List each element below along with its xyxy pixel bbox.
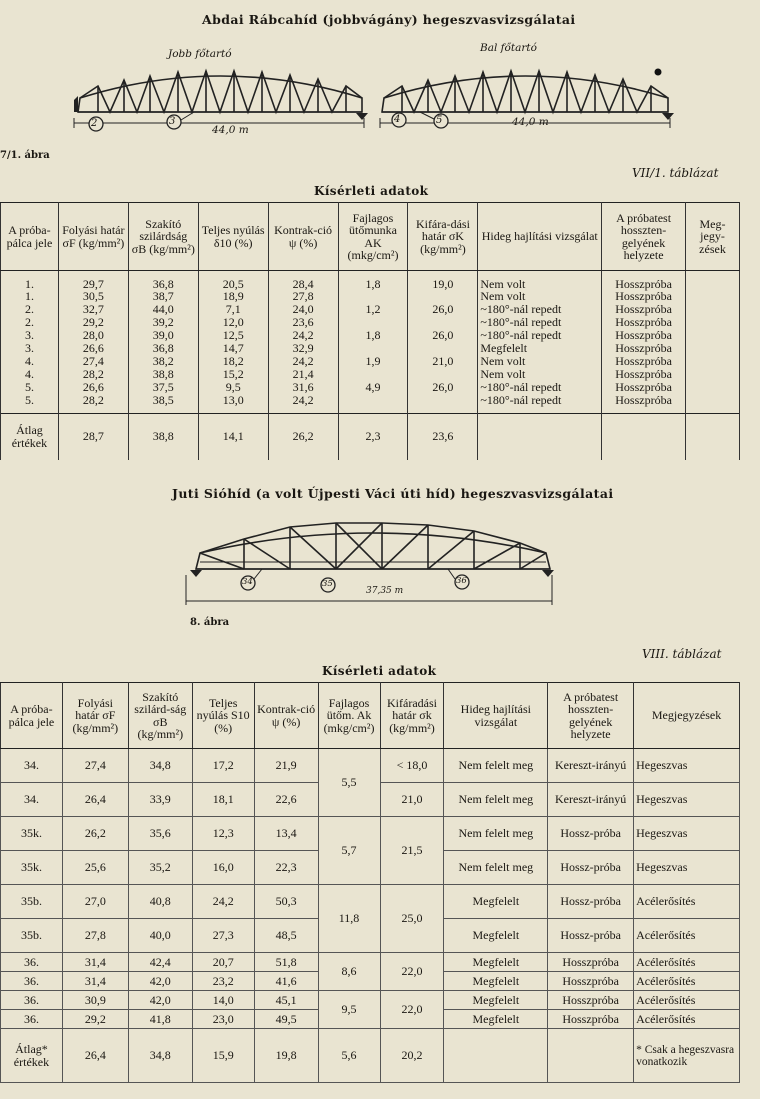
t1-cell-bend-test: ~180°-nál repedt xyxy=(478,382,602,395)
t2-cell-impact: 5,7 xyxy=(318,817,380,885)
t2-cell-yield: 26,4 xyxy=(62,783,128,817)
t2-average-row xyxy=(1,1029,740,1083)
t2-cell-fatigue: 25,0 xyxy=(380,885,444,953)
t1-avg-cell: 2,3 xyxy=(338,414,408,460)
t2-cell-impact: 11,8 xyxy=(318,885,380,953)
t1-cell-specimen: 1. xyxy=(1,271,59,291)
t1-cell-tensile: 37,5 xyxy=(128,382,198,395)
t2-cell-notes: Hegeszvas xyxy=(634,817,740,851)
t1-avg-cell: 38,8 xyxy=(128,414,198,460)
t2-cell-contraction: 22,3 xyxy=(254,851,318,885)
t1-cell-notes xyxy=(686,382,740,395)
t1-cell-specimen: 1. xyxy=(1,291,59,304)
marker-34: 34 xyxy=(242,577,253,587)
t2-cell-tensile: 40,8 xyxy=(128,885,192,919)
t1-h6: Fajlagos ütőmunka AK (mkg/cm²) xyxy=(338,203,408,271)
table-8 xyxy=(0,682,740,1083)
t1-cell-yield: 27,4 xyxy=(58,356,128,369)
t1-cell-bend-test: Nem volt xyxy=(478,356,602,369)
t1-cell-specimen: 4. xyxy=(1,356,59,369)
t1-cell-yield: 28,0 xyxy=(58,330,128,343)
t2-cell-notes: Hegeszvas xyxy=(634,851,740,885)
t2-cell-tensile: 42,0 xyxy=(128,991,192,1010)
t2-cell-contraction: 49,5 xyxy=(254,1010,318,1029)
t2-cell-impact: 9,5 xyxy=(318,991,380,1029)
t2-cell-notes: Acélerősítés xyxy=(634,972,740,991)
left-girder-label: Jobb főtartó xyxy=(168,48,232,60)
t2-cell-yield: 31,4 xyxy=(62,972,128,991)
section1-caption: Kísérleti adatok xyxy=(314,184,429,198)
t1-cell-yield: 32,7 xyxy=(58,304,128,317)
t1-cell-bend-test: Megfelelt xyxy=(478,343,602,356)
t1-cell-elongation: 12,0 xyxy=(198,317,268,330)
t1-cell-contraction: 24,2 xyxy=(268,330,338,343)
t1-cell-notes xyxy=(686,356,740,369)
marker-36: 36 xyxy=(456,576,467,586)
t1-row xyxy=(1,395,740,408)
t2-cell-fatigue: 22,0 xyxy=(380,991,444,1029)
t2-cell-contraction: 13,4 xyxy=(254,817,318,851)
t1-cell-tensile: 38,8 xyxy=(128,369,198,382)
t2-h2: Folyási határ σF (kg/mm²) xyxy=(62,683,128,749)
marker-5: 5 xyxy=(436,115,443,126)
t1-cell-yield: 26,6 xyxy=(58,343,128,356)
t1-cell-tensile: 38,7 xyxy=(128,291,198,304)
t2-h7: Kifáradási határ σk (kg/mm²) xyxy=(380,683,444,749)
t2-cell-orientation: Hosszpróba xyxy=(548,1010,634,1029)
t1-cell-notes xyxy=(686,343,740,356)
t1-cell-tensile: 38,5 xyxy=(128,395,198,408)
t1-cell-contraction: 24,0 xyxy=(268,304,338,317)
t1-cell-contraction: 31,6 xyxy=(268,382,338,395)
table-8-label: VIII. táblázat xyxy=(642,647,722,661)
t1-h9: A próbatest hosszten-gelyének helyzete xyxy=(602,203,686,271)
t1-cell-fatigue xyxy=(408,395,478,408)
t2-cell-tensile: 35,6 xyxy=(128,817,192,851)
t2-cell-orientation: Hossz-próba xyxy=(548,919,634,953)
t1-cell-elongation: 12,5 xyxy=(198,330,268,343)
t2-cell-specimen: 36. xyxy=(1,953,63,972)
t2-cell-orientation: Hosszpróba xyxy=(548,991,634,1010)
t1-cell-orientation: Hosszpróba xyxy=(602,382,686,395)
t1-cell-bend-test: ~180°-nál repedt xyxy=(478,304,602,317)
t1-cell-orientation: Hosszpróba xyxy=(602,330,686,343)
t2-cell-contraction: 21,9 xyxy=(254,749,318,783)
t2-cell-bend-test: Nem felelt meg xyxy=(444,851,548,885)
t1-cell-orientation: Hosszpróba xyxy=(602,304,686,317)
t2-cell-elongation: 18,1 xyxy=(192,783,254,817)
t1-cell-yield: 29,2 xyxy=(58,317,128,330)
marker-2: 2 xyxy=(91,118,98,129)
t2-avg-label: Átlag* értékek xyxy=(1,1029,63,1083)
right-girder-label: Bal főtartó xyxy=(480,42,537,54)
t2-cell-elongation: 20,7 xyxy=(192,953,254,972)
t1-cell-tensile: 36,8 xyxy=(128,271,198,291)
t1-cell-orientation: Hosszpróba xyxy=(602,291,686,304)
t2-h10: Megjegyzések xyxy=(634,683,740,749)
right-span-label: 44,0 m xyxy=(512,116,549,128)
t2-cell-bend-test: Megfelelt xyxy=(444,885,548,919)
t1-cell-notes xyxy=(686,317,740,330)
span-label-2: 37,35 m xyxy=(366,586,404,596)
t1-cell-bend-test: Nem volt xyxy=(478,291,602,304)
t2-cell-elongation: 23,0 xyxy=(192,1010,254,1029)
t1-h3: Szakító szilárdság σB (kg/mm²) xyxy=(128,203,198,271)
t2-cell-tensile: 33,9 xyxy=(128,783,192,817)
t2-cell-contraction: 22,6 xyxy=(254,783,318,817)
t1-cell-yield: 29,7 xyxy=(58,271,128,291)
t1-cell-specimen: 2. xyxy=(1,317,59,330)
figure-7-1-label: 7/1. ábra xyxy=(0,150,50,161)
t1-cell-contraction: 28,4 xyxy=(268,271,338,291)
t1-cell-bend-test: Nem volt xyxy=(478,271,602,291)
t2-cell-specimen: 36. xyxy=(1,1010,63,1029)
t1-cell-elongation: 13,0 xyxy=(198,395,268,408)
t2-cell-orientation: Hosszpróba xyxy=(548,953,634,972)
t2-cell-yield: 25,6 xyxy=(62,851,128,885)
t1-cell-specimen: 2. xyxy=(1,304,59,317)
marker-3: 3 xyxy=(169,116,176,127)
t1-cell-contraction: 21,4 xyxy=(268,369,338,382)
t2-cell-specimen: 36. xyxy=(1,972,63,991)
t2-row xyxy=(1,749,740,783)
t2-cell-notes: Acélerősítés xyxy=(634,885,740,919)
t2-cell-orientation: Kereszt-irányú xyxy=(548,749,634,783)
t1-cell-notes xyxy=(686,369,740,382)
t2-cell-specimen: 35b. xyxy=(1,885,63,919)
t1-cell-notes xyxy=(686,330,740,343)
t2-footnote: * Csak a hegeszvasra vonatkozik xyxy=(634,1029,740,1083)
t2-h4: Teljes nyúlás S10 (%) xyxy=(192,683,254,749)
t1-cell-fatigue: 26,0 xyxy=(408,330,478,343)
t1-cell-tensile: 36,8 xyxy=(128,343,198,356)
t1-cell-notes xyxy=(686,395,740,408)
t2-h1: A próba-pálca jele xyxy=(1,683,63,749)
t1-h5: Kontrak-ció ψ (%) xyxy=(268,203,338,271)
t2-h9: A próbatest hosszten-gelyének helyzete xyxy=(548,683,634,749)
t1-cell-fatigue: 26,0 xyxy=(408,304,478,317)
t1-cell-bend-test: ~180°-nál repedt xyxy=(478,317,602,330)
t1-cell-impact: 1,8 xyxy=(338,330,408,343)
t2-cell-yield: 26,2 xyxy=(62,817,128,851)
t2-cell-orientation: Kereszt-irányú xyxy=(548,783,634,817)
t2-h8: Hideg hajlítási vizsgálat xyxy=(444,683,548,749)
t1-cell-specimen: 3. xyxy=(1,343,59,356)
t2-cell-notes: Hegeszvas xyxy=(634,783,740,817)
t1-cell-contraction: 24,2 xyxy=(268,356,338,369)
t2-cell-contraction: 51,8 xyxy=(254,953,318,972)
t2-cell-bend-test: Megfelelt xyxy=(444,1010,548,1029)
t2-cell-tensile: 41,8 xyxy=(128,1010,192,1029)
t1-cell-contraction: 27,8 xyxy=(268,291,338,304)
t2-cell-elongation: 16,0 xyxy=(192,851,254,885)
t2-cell-yield: 27,4 xyxy=(62,749,128,783)
t2-cell-orientation: Hosszpróba xyxy=(548,972,634,991)
t1-cell-fatigue: 26,0 xyxy=(408,382,478,395)
t1-h1: A próba-pálca jele xyxy=(1,203,59,271)
t2-cell-orientation: Hossz-próba xyxy=(548,817,634,851)
t2-cell-elongation: 17,2 xyxy=(192,749,254,783)
t2-avg-cell: 34,8 xyxy=(128,1029,192,1083)
t1-cell-specimen: 4. xyxy=(1,369,59,382)
t1-cell-impact: 1,2 xyxy=(338,304,408,317)
t1-cell-orientation: Hosszpróba xyxy=(602,317,686,330)
t2-cell-notes: Acélerősítés xyxy=(634,919,740,953)
t2-cell-bend-test: Megfelelt xyxy=(444,919,548,953)
t1-cell-specimen: 5. xyxy=(1,382,59,395)
t1-cell-contraction: 32,9 xyxy=(268,343,338,356)
t2-cell-notes: Hegeszvas xyxy=(634,749,740,783)
t2-cell-yield: 31,4 xyxy=(62,953,128,972)
t1-h2: Folyási határ σF (kg/mm²) xyxy=(58,203,128,271)
t2-cell-specimen: 35k. xyxy=(1,817,63,851)
t1-cell-specimen: 3. xyxy=(1,330,59,343)
t1-h7: Kifára-dási határ σK (kg/mm²) xyxy=(408,203,478,271)
t2-cell-specimen: 35b. xyxy=(1,919,63,953)
t1-cell-impact: 1,8 xyxy=(338,271,408,291)
t1-cell-elongation: 9,5 xyxy=(198,382,268,395)
t1-h10: Meg-jegy-zések xyxy=(686,203,740,271)
t1-cell-fatigue: 21,0 xyxy=(408,356,478,369)
t1-cell-elongation: 14,7 xyxy=(198,343,268,356)
t2-cell-fatigue: 22,0 xyxy=(380,953,444,991)
t1-cell-notes xyxy=(686,291,740,304)
section2-title: Juti Sióhíd (a volt Újpesti Váci úti híd) hegeszvasvizsgálatai xyxy=(172,486,614,501)
t2-cell-bend-test: Megfelelt xyxy=(444,972,548,991)
t1-avg-cell: 14,1 xyxy=(198,414,268,460)
t2-cell-elongation: 12,3 xyxy=(192,817,254,851)
t1-cell-tensile: 38,2 xyxy=(128,356,198,369)
table-1-header-row xyxy=(1,203,740,271)
t2-row xyxy=(1,885,740,919)
marker-4: 4 xyxy=(394,114,401,125)
t2-cell-contraction: 48,5 xyxy=(254,919,318,953)
t2-cell-elongation: 14,0 xyxy=(192,991,254,1010)
t1-cell-tensile: 39,0 xyxy=(128,330,198,343)
t1-cell-elongation: 20,5 xyxy=(198,271,268,291)
t1-cell-impact: 4,9 xyxy=(338,382,408,395)
t1-cell-elongation: 7,1 xyxy=(198,304,268,317)
truss-figure-1 xyxy=(0,0,760,140)
t1-h4: Teljes nyúlás δ10 (%) xyxy=(198,203,268,271)
t2-cell-specimen: 34. xyxy=(1,783,63,817)
t2-cell-bend-test: Nem felelt meg xyxy=(444,783,548,817)
t2-cell-contraction: 50,3 xyxy=(254,885,318,919)
t2-cell-yield: 27,8 xyxy=(62,919,128,953)
t1-cell-elongation: 18,2 xyxy=(198,356,268,369)
t2-cell-elongation: 23,2 xyxy=(192,972,254,991)
t1-cell-yield: 26,6 xyxy=(58,382,128,395)
t2-cell-impact: 5,5 xyxy=(318,749,380,817)
left-span-label: 44,0 m xyxy=(212,124,249,136)
truss-figure-2 xyxy=(0,505,760,645)
t1-cell-impact: 1,9 xyxy=(338,356,408,369)
t2-cell-bend-test: Megfelelt xyxy=(444,953,548,972)
t1-avg-cell: 26,2 xyxy=(268,414,338,460)
t2-row xyxy=(1,991,740,1010)
t1-cell-elongation: 15,2 xyxy=(198,369,268,382)
t2-cell-elongation: 27,3 xyxy=(192,919,254,953)
t2-cell-contraction: 41,6 xyxy=(254,972,318,991)
t2-cell-tensile: 34,8 xyxy=(128,749,192,783)
t1-avg-cell: 28,7 xyxy=(58,414,128,460)
t1-avg-label: Átlag értékek xyxy=(1,414,59,460)
t1-cell-impact xyxy=(338,395,408,408)
t2-cell-fatigue: 21,5 xyxy=(380,817,444,885)
t2-cell-orientation: Hossz-próba xyxy=(548,851,634,885)
t2-h5: Kontrak-ció ψ (%) xyxy=(254,683,318,749)
t2-cell-bend-test: Megfelelt xyxy=(444,991,548,1010)
t1-cell-orientation: Hosszpróba xyxy=(602,356,686,369)
t2-cell-notes: Acélerősítés xyxy=(634,1010,740,1029)
t1-cell-orientation: Hosszpróba xyxy=(602,395,686,408)
t2-cell-yield: 27,0 xyxy=(62,885,128,919)
t2-cell-fatigue: 21,0 xyxy=(380,783,444,817)
t2-cell-fatigue: < 18,0 xyxy=(380,749,444,783)
marker-35: 35 xyxy=(322,579,333,589)
t2-avg-cell: 19,8 xyxy=(254,1029,318,1083)
t2-row xyxy=(1,817,740,851)
table-7-1 xyxy=(0,202,740,460)
t1-cell-notes xyxy=(686,304,740,317)
t2-cell-specimen: 34. xyxy=(1,749,63,783)
t2-h6: Fajlagos ütőm. Ak (mkg/cm²) xyxy=(318,683,380,749)
t2-cell-specimen: 36. xyxy=(1,991,63,1010)
t2-cell-yield: 30,9 xyxy=(62,991,128,1010)
t2-cell-yield: 29,2 xyxy=(62,1010,128,1029)
t2-cell-tensile: 42,0 xyxy=(128,972,192,991)
t2-cell-orientation: Hossz-próba xyxy=(548,885,634,919)
t2-cell-contraction: 45,1 xyxy=(254,991,318,1010)
t2-cell-notes: Acélerősítés xyxy=(634,953,740,972)
t1-cell-tensile: 44,0 xyxy=(128,304,198,317)
t1-cell-orientation: Hosszpróba xyxy=(602,271,686,291)
t1-cell-contraction: 23,6 xyxy=(268,317,338,330)
t1-cell-bend-test: Nem volt xyxy=(478,369,602,382)
t2-row xyxy=(1,953,740,972)
t2-avg-cell: 20,2 xyxy=(380,1029,444,1083)
t1-average-row xyxy=(1,414,740,460)
t1-cell-yield: 28,2 xyxy=(58,395,128,408)
section2-caption: Kísérleti adatok xyxy=(322,664,437,678)
t2-cell-bend-test: Nem felelt meg xyxy=(444,749,548,783)
t1-cell-bend-test: ~180°-nál repedt xyxy=(478,395,602,408)
t1-cell-notes xyxy=(686,271,740,291)
t1-cell-elongation: 18,9 xyxy=(198,291,268,304)
t2-cell-tensile: 42,4 xyxy=(128,953,192,972)
t1-cell-yield: 30,5 xyxy=(58,291,128,304)
t2-cell-impact: 8,6 xyxy=(318,953,380,991)
figure-8-label: 8. ábra xyxy=(190,617,230,628)
t2-avg-cell: 5,6 xyxy=(318,1029,380,1083)
t2-h3: Szakító szilárd-ság σB (kg/mm²) xyxy=(128,683,192,749)
t1-cell-tensile: 39,2 xyxy=(128,317,198,330)
t1-cell-specimen: 5. xyxy=(1,395,59,408)
t2-cell-notes: Acélerősítés xyxy=(634,991,740,1010)
t2-cell-elongation: 24,2 xyxy=(192,885,254,919)
t1-cell-orientation: Hosszpróba xyxy=(602,343,686,356)
t2-avg-cell: 15,9 xyxy=(192,1029,254,1083)
t2-avg-cell: 26,4 xyxy=(62,1029,128,1083)
t1-cell-bend-test: ~180°-nál repedt xyxy=(478,330,602,343)
t2-cell-tensile: 40,0 xyxy=(128,919,192,953)
table-7-1-label: VII/1. táblázat xyxy=(632,166,719,180)
t1-cell-contraction: 24,2 xyxy=(268,395,338,408)
t1-cell-orientation: Hosszpróba xyxy=(602,369,686,382)
table-2-header-row xyxy=(1,683,740,749)
t1-h8: Hideg hajlítási vizsgálat xyxy=(478,203,602,271)
t2-cell-specimen: 35k. xyxy=(1,851,63,885)
section1-title: Abdai Rábcahíd (jobbvágány) hegeszvasvizsgálatai xyxy=(202,12,576,27)
t1-row xyxy=(1,271,740,291)
t2-cell-tensile: 35,2 xyxy=(128,851,192,885)
t1-cell-fatigue: 19,0 xyxy=(408,271,478,291)
t1-avg-cell: 23,6 xyxy=(408,414,478,460)
t2-cell-bend-test: Nem felelt meg xyxy=(444,817,548,851)
t1-cell-yield: 28,2 xyxy=(58,369,128,382)
